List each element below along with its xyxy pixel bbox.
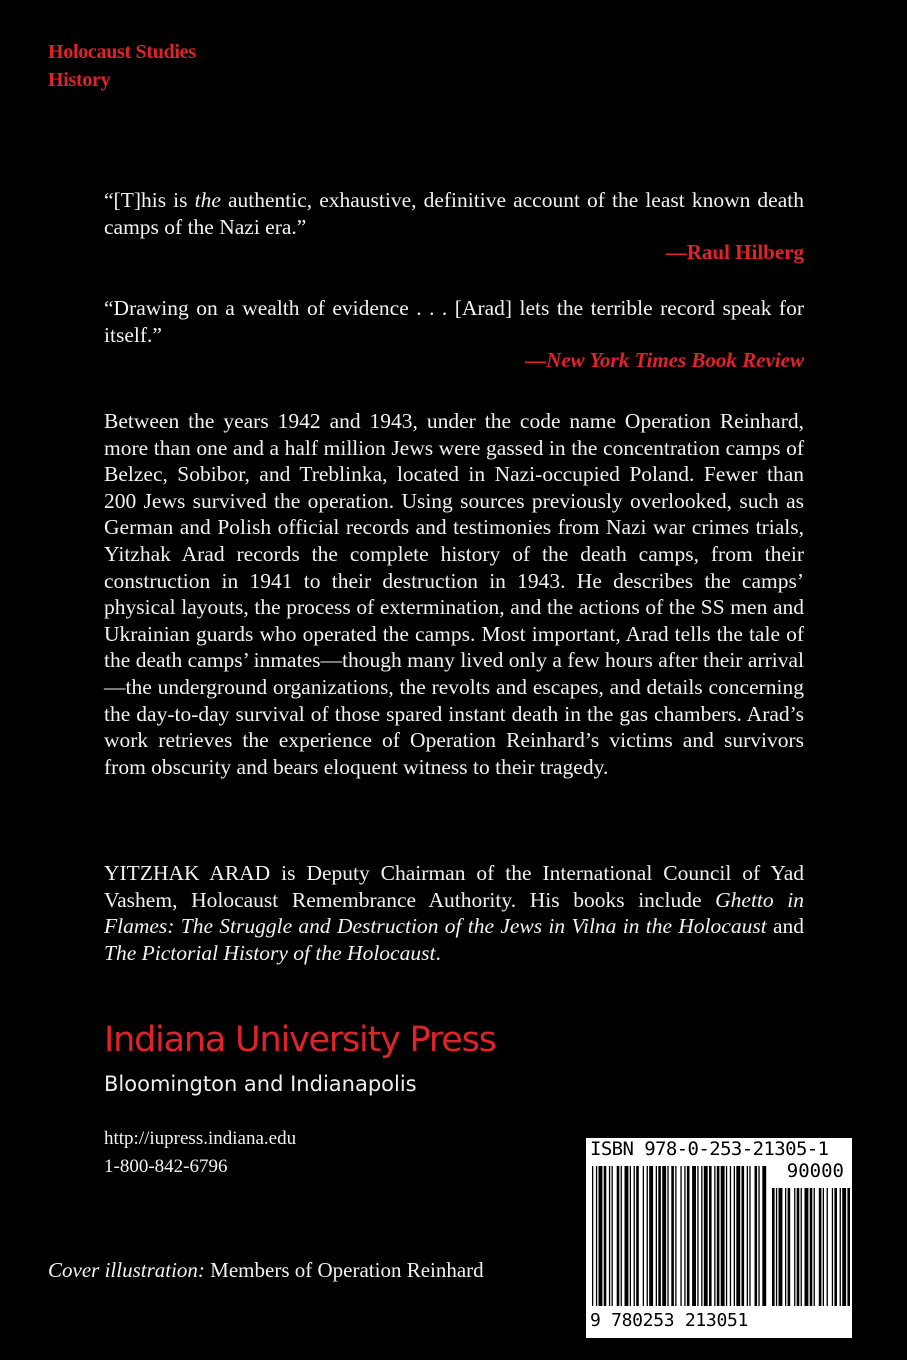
category-line-2: History: [48, 69, 111, 91]
ean-digits: 9 780253 213051: [590, 1310, 749, 1331]
isbn-barcode: [586, 1138, 852, 1338]
category-label: [48, 38, 196, 94]
quote-attribution-nyt: —New York Times Book Review: [525, 348, 804, 372]
publisher-contact: [104, 1125, 296, 1181]
barcode-bars: [586, 1166, 852, 1311]
publisher-url: http://iupress.indiana.edu: [104, 1128, 297, 1149]
quote-hilberg: “[T]his is the authentic, exhaustive, definitive account of the least known death camps of the Nazi era.”: [104, 188, 804, 239]
author-bio: YITZHAK ARAD is Deputy Chairman of the International Council of Yad Vashem, Holocaust Remembrance Authority. His books include Ghetto in Flames: The Struggle and Destruction of the Jews in Vilna in the Holocaust and The Pictorial History of the Holocaust.: [104, 861, 805, 965]
quote-nyt: “Drawing on a wealth of evidence . . . [Arad] lets the terrible record speak for itself.”: [104, 296, 804, 347]
isbn-number: ISBN 978-0-253-21305-1: [590, 1138, 829, 1160]
book-description: Between the years 1942 and 1943, under the code name Operation Reinhard, more than one and a half million Jews were gassed in the concentration camps of Belzec, Sobibor, and Treblinka, located in Nazi-occupied Poland. Fewer than 200 Jews survived the operation. Using sources previously overlooked, such as German and Polish official records and testimonies from Nazi war crimes trials, Yitzhak Arad records the complete history of the death camps, from their construction in 1941 to their destruction in 1943. He describes the camps’ physical layouts, the process of extermination, and the actions of the SS men and Ukrainian guards who operated the camps. Most important, Arad tells the tale of the death camps’ inmates—though many lived only a few hours after their arrival—the underground organizations, the revolts and escapes, and details concerning the day-to-day survival of those spared instant death in the gas chambers. Arad’s work retrieves the experience of Operation Reinhard’s victims and survivors from obscurity and bears eloquent witness to their tragedy.: [104, 409, 804, 779]
publisher-place: Bloomington and Indianapolis: [104, 1072, 417, 1096]
category-line-1: Holocaust Studies: [48, 41, 196, 63]
cover-credit: Cover illustration: Members of Operation Reinhard: [48, 1258, 484, 1282]
quote-attribution-hilberg: —Raul Hilberg: [665, 240, 804, 264]
publisher-phone: 1-800-842-6796: [104, 1156, 228, 1177]
publisher-name: Indiana University Press: [104, 1020, 496, 1060]
price-code: 90000: [786, 1160, 844, 1182]
